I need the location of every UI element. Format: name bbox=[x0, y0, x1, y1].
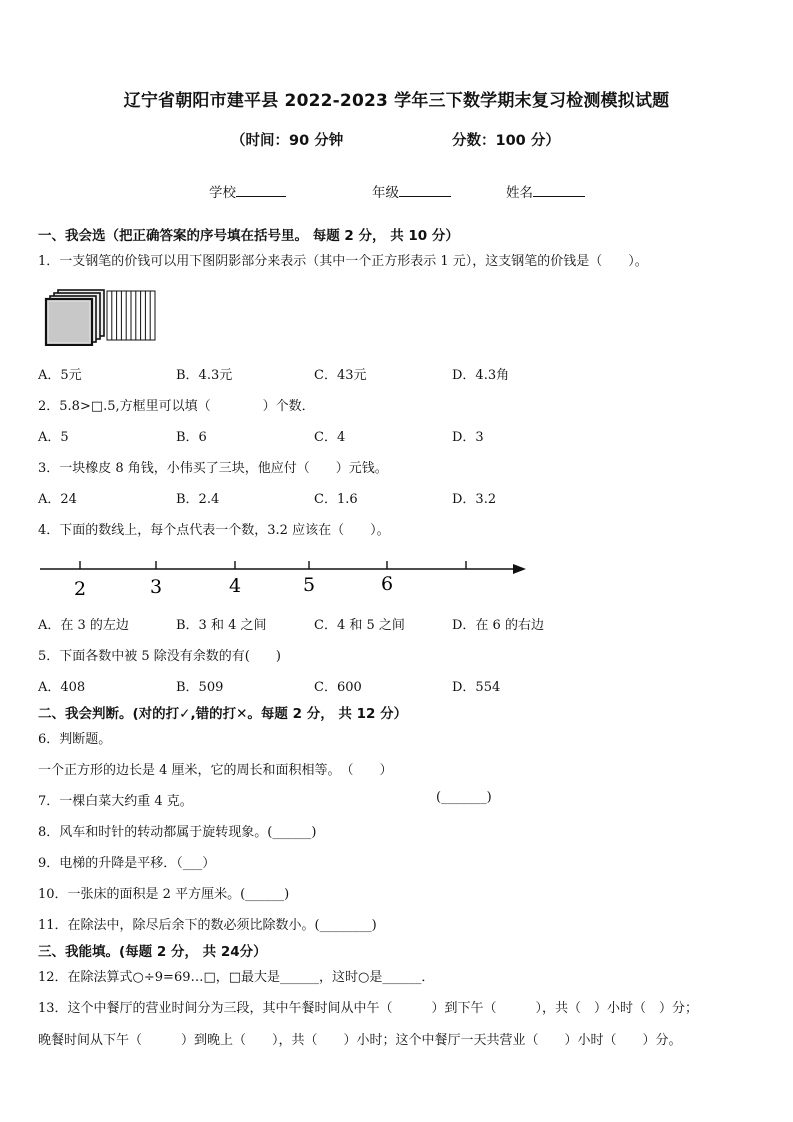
question-7: 7．一棵白菜大约重 4 克。 bbox=[38, 794, 193, 809]
q2-option-c[interactable]: C．4 bbox=[314, 430, 346, 445]
name-label: 姓名 bbox=[506, 185, 533, 201]
question-3: 3．一块橡皮 8 角钱，小伟买了三块，他应付（ ）元钱。 bbox=[38, 461, 388, 476]
q5-option-a[interactable]: A．408 bbox=[38, 680, 86, 695]
q1-option-a[interactable]: A．5元 bbox=[38, 368, 82, 383]
name-blank[interactable] bbox=[533, 182, 585, 197]
school-blank[interactable] bbox=[236, 182, 286, 197]
q4-option-a[interactable]: A．在 3 的左边 bbox=[38, 618, 129, 633]
section-2-heading: 二、我会判断。(对的打✓,错的打✕。每题 2 分， 共 12 分） bbox=[38, 706, 408, 722]
number-line-arrow-icon bbox=[513, 564, 526, 574]
q4-option-b[interactable]: B．3 和 4 之间 bbox=[176, 618, 267, 633]
question-8: 8．风车和时针的转动都属于旋转现象。(______) bbox=[38, 825, 317, 840]
question-13-line-1: 13．这个中餐厅的营业时间分为三段，其中午餐时间从中午（ ）到下午（ ），共（ ）小时（ ）分； bbox=[38, 1001, 699, 1016]
question-12: 12．在除法算式○÷9=69…□，□最大是______，这时○是______． bbox=[38, 970, 435, 985]
question-9: 9．电梯的升降是平移．（___） bbox=[38, 856, 216, 871]
page-title: 辽宁省朝阳市建平县 2022-2023 学年三下数学期末复习检测模拟试题 bbox=[123, 91, 670, 111]
question-7-answer-blank[interactable]: (_______) bbox=[436, 790, 492, 805]
q3-option-a[interactable]: A．24 bbox=[38, 492, 77, 507]
q3-option-c[interactable]: C．1.6 bbox=[314, 492, 358, 507]
q5-option-d[interactable]: D．554 bbox=[452, 680, 501, 695]
exam-time: （时间：90 分钟 bbox=[231, 133, 344, 149]
q2-option-d[interactable]: D．3 bbox=[452, 430, 484, 445]
stacked-squares bbox=[46, 290, 104, 345]
q1-option-b[interactable]: B．4.3元 bbox=[176, 368, 233, 383]
q2-option-b[interactable]: B．6 bbox=[176, 430, 207, 445]
tick-label-3: 3 bbox=[149, 576, 163, 598]
question-13-line-2: 晚餐时间从下午（ ）到晚上（ ），共（ ）小时；这个中餐厅一天共营业（ ）小时（ ）分。 bbox=[38, 1033, 682, 1048]
q3-option-d[interactable]: D．3.2 bbox=[452, 492, 497, 507]
tenth-strips bbox=[107, 291, 155, 340]
exam-score: 分数：100 分） bbox=[452, 133, 560, 149]
question-10: 10．一张床的面积是 2 平方厘米。(______) bbox=[38, 887, 290, 902]
question-4: 4．下面的数线上，每个点代表一个数，3.2 应该在（ ）。 bbox=[38, 523, 390, 538]
tick-label-4: 4 bbox=[228, 575, 242, 597]
question-11: 11．在除法中，除尽后余下的数必须比除数小。(________) bbox=[38, 918, 377, 933]
section-1-heading: 一、我会选（把正确答案的序号填在括号里。 每题 2 分， 共 10 分） bbox=[38, 228, 459, 244]
school-field bbox=[209, 181, 286, 201]
q3-option-b[interactable]: B．2.4 bbox=[176, 492, 220, 507]
tick-label-6: 6 bbox=[380, 573, 394, 595]
grade-field bbox=[372, 181, 451, 201]
q1-option-c[interactable]: C．43元 bbox=[314, 368, 367, 383]
question-6: 6．判断题。 bbox=[38, 732, 112, 747]
q5-option-b[interactable]: B．509 bbox=[176, 680, 224, 695]
q5-option-c[interactable]: C．600 bbox=[314, 680, 362, 695]
question-6-statement: 一个正方形的边长是 4 厘米，它的周长和面积相等。 （ ） bbox=[38, 763, 393, 778]
question-5: 5．下面各数中被 5 除没有余数的有( ) bbox=[38, 649, 281, 664]
q1-option-d[interactable]: D．4.3角 bbox=[452, 368, 510, 383]
money-squares-figure bbox=[44, 286, 160, 346]
school-label: 学校 bbox=[209, 185, 236, 201]
name-field bbox=[506, 181, 585, 201]
question-2: 2．5.8>□.5,方框里可以填（ ）个数． bbox=[38, 399, 315, 414]
tick-label-2: 2 bbox=[73, 578, 87, 600]
q4-option-d[interactable]: D．在 6 的右边 bbox=[452, 618, 544, 633]
q4-option-c[interactable]: C．4 和 5 之间 bbox=[314, 618, 405, 633]
grade-blank[interactable] bbox=[399, 182, 451, 197]
question-1: 1．一支钢笔的价钱可以用下图阴影部分来表示（其中一个正方形表示 1 元），这支钢笔的价钱是（ ）。 bbox=[38, 254, 648, 269]
q2-option-a[interactable]: A．5 bbox=[38, 430, 69, 445]
section-3-heading: 三、我能填。(每题 2 分， 共 24分） bbox=[38, 944, 267, 960]
grade-label: 年级 bbox=[372, 185, 399, 201]
tick-label-5: 5 bbox=[302, 574, 316, 596]
number-line-figure bbox=[36, 552, 530, 600]
